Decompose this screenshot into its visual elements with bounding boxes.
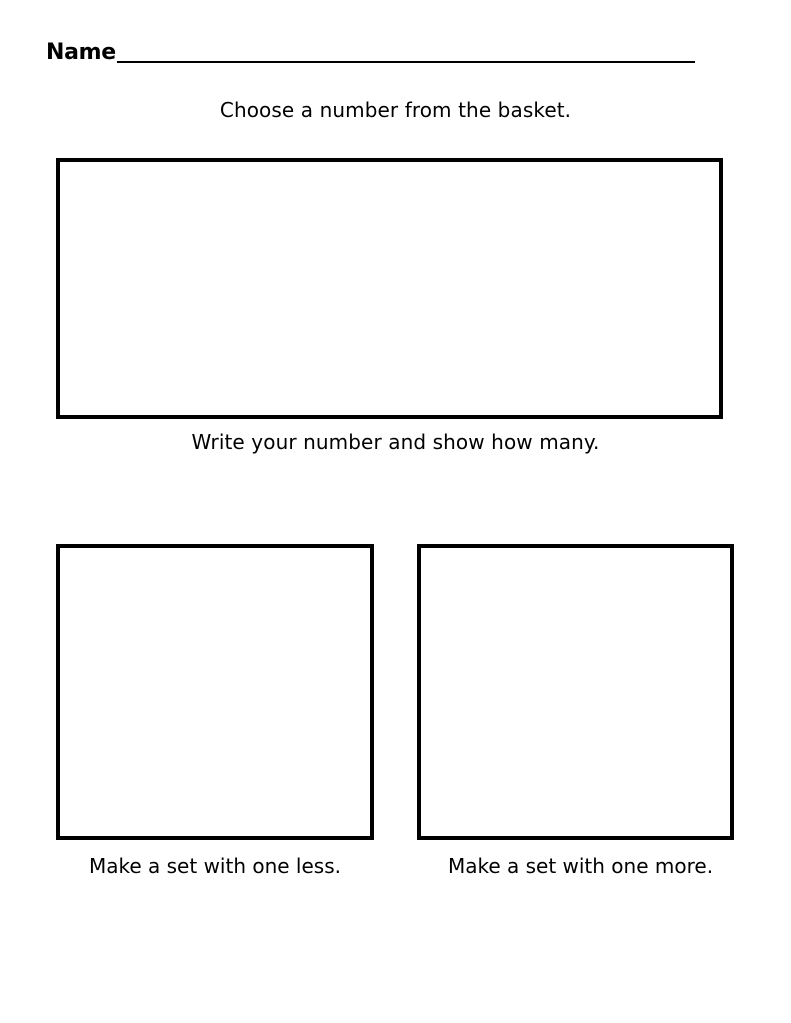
name-write-line[interactable] xyxy=(117,61,695,63)
one-less-caption: Make a set with one less. xyxy=(88,854,341,878)
choose-number-instruction: Choose a number from the basket. xyxy=(219,98,572,122)
write-number-caption: Write your number and show how many. xyxy=(191,430,600,454)
one-less-drawing-box[interactable] xyxy=(56,544,374,840)
name-label: Name xyxy=(46,40,116,65)
one-more-drawing-box[interactable] xyxy=(417,544,734,840)
name-field-row xyxy=(46,36,695,66)
one-more-caption: Make a set with one more. xyxy=(447,854,714,878)
number-drawing-box[interactable] xyxy=(56,158,723,419)
